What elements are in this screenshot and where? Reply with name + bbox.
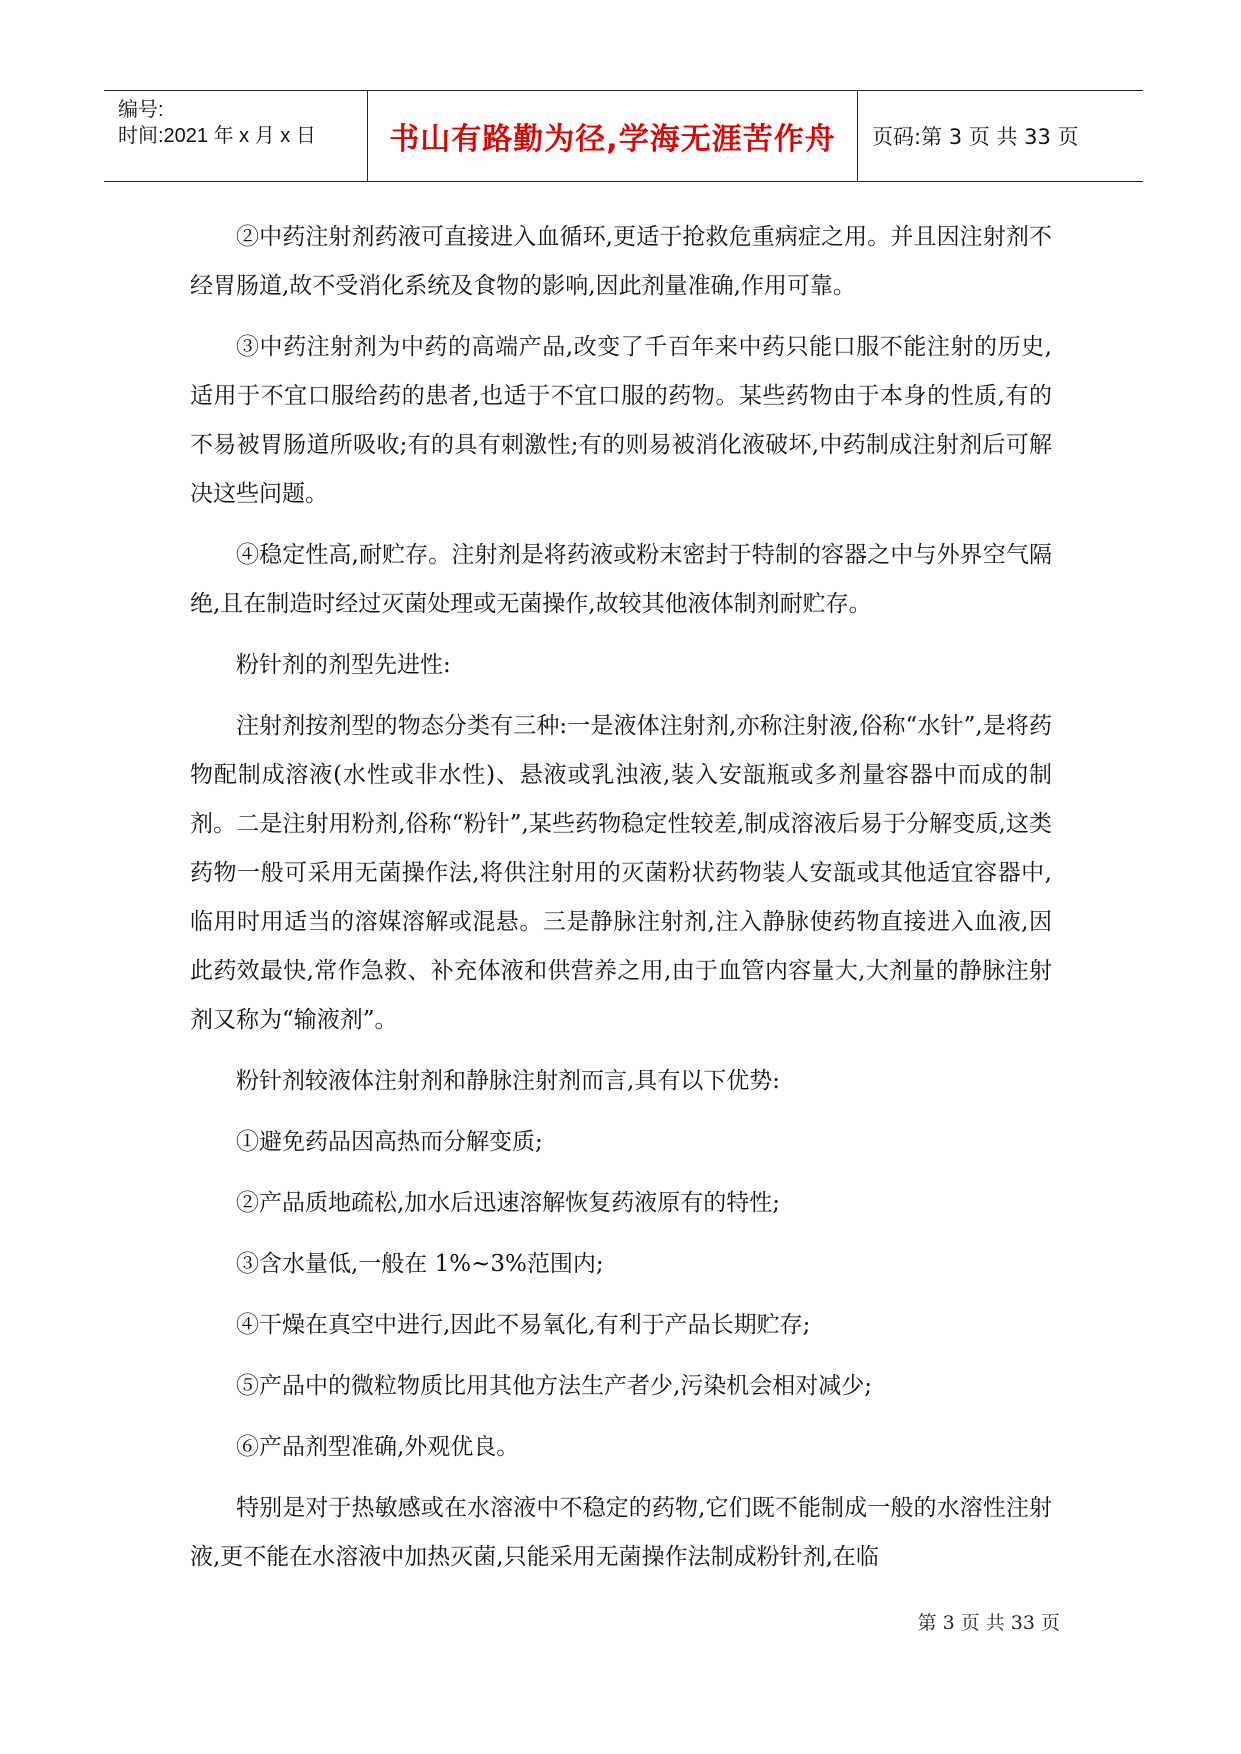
paragraph: ②中药注射剂药液可直接进入血循环,更适于抢救危重病症之用。并且因注射剂不经胃肠道,故不受消化系统及食物的影响,因此剂量准确,作用可靠。	[190, 224, 1052, 299]
serial-label: 编号:	[118, 99, 164, 121]
list-item: ⑤产品中的微粒物质比用其他方法生产者少,污染机会相对减少;	[236, 1373, 873, 1399]
paragraph: 粉针剂较液体注射剂和静脉注射剂而言,具有以下优势:	[236, 1068, 781, 1094]
list-item: ②产品质地疏松,加水后迅速溶解恢复药液原有的特性;	[236, 1190, 781, 1216]
paragraph: ④稳定性高,耐贮存。注射剂是将药液或粉末密封于特制的容器之中与外界空气隔绝,且在制造时经过灭菌处理或无菌操作,故较其他液体制剂耐贮存。	[190, 542, 1052, 617]
page-header	[104, 90, 1143, 182]
header-page-cell	[858, 91, 1143, 181]
document-body	[190, 213, 1052, 1594]
header-motto: 书山有路勤为径,学海无涯苦作舟	[389, 122, 836, 157]
paragraph: 特别是对于热敏感或在水溶液中不稳定的药物,它们既不能制成一般的水溶性注射液,更不能在水溶液中加热灭菌,只能采用无菌操作法制成粉针剂,在临	[190, 1495, 1052, 1570]
time-label: 时间:2021 年 x 月 x 日	[118, 125, 316, 147]
list-item: ④干燥在真空中进行,因此不易氧化,有利于产品长期贮存;	[236, 1312, 811, 1338]
page-footer-number: 第 3 页 共 33 页	[917, 1612, 1060, 1634]
paragraph: 粉针剂的剂型先进性:	[236, 652, 451, 678]
list-item: ③含水量低,一般在 1%~3%范围内;	[236, 1251, 604, 1277]
paragraph: 注射剂按剂型的物态分类有三种:一是液体注射剂,亦称注射液,俗称“水针”,是将药物配制成溶液(水性或非水性)、悬液或乳浊液,装入安瓿瓶或多剂量容器中而成的制剂。二是注射用粉剂,俗称“粉针”,某些药物稳定性较差,制成溶液后易于分解变质,这类药物一般可采用无菌操作法,将供注射用的灭菌粉状药物装人安瓿或其他适宜容器中,临用时用适当的溶媒溶解或混悬。三是静脉注射剂,注入静脉使药物直接进入血液,因此药效最快,常作急救、补充体液和供营养之用,由于血管内容量大,大剂量的静脉注射剂又称为“输液剂”。	[190, 713, 1052, 1033]
header-motto-cell	[368, 91, 858, 181]
list-item: ⑥产品剂型准确,外观优良。	[236, 1434, 520, 1460]
paragraph: ③中药注射剂为中药的高端产品,改变了千百年来中药只能口服不能注射的历史,适用于不宜口服给药的患者,也适于不宜口服的药物。某些药物由于本身的性质,有的不易被胃肠道所吸收;有的具有刺激性;有的则易被消化液破坏,中药制成注射剂后可解决这些问题。	[190, 334, 1052, 507]
header-page-code: 页码:第 3 页 共 33 页	[872, 125, 1079, 149]
header-info-cell	[104, 91, 368, 181]
list-item: ①避免药品因高热而分解变质;	[236, 1129, 543, 1155]
